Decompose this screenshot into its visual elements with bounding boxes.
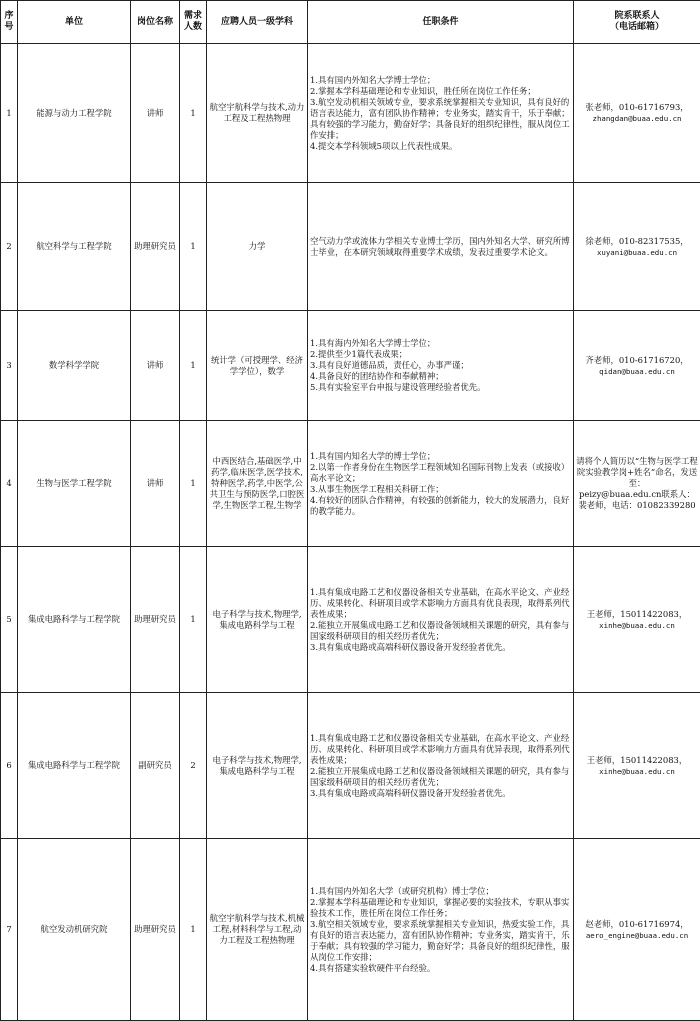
requirement-item: 2.能独立开展集成电路工艺和仪器设备领域相关课题的研究，具有参与国家级科研项目的相关经历者优先； bbox=[310, 620, 571, 642]
row-seq: 3 bbox=[1, 311, 18, 421]
row-count: 1 bbox=[180, 311, 207, 421]
requirement-item: 2.掌握本学科基础理论和专业知识，胜任所在岗位工作任务； bbox=[310, 86, 571, 97]
row-discipline: 电子科学与技术,物理学,集成电路科学与工程 bbox=[207, 693, 308, 839]
requirement-item: 4.具有搭建实验软硬件平台经验。 bbox=[310, 963, 571, 974]
contact-email: qidan@buaa.edu.cn bbox=[576, 366, 698, 377]
row-contact bbox=[574, 693, 700, 839]
row-count: 1 bbox=[180, 183, 207, 311]
row-unit: 能源与动力工程学院 bbox=[18, 44, 131, 183]
requirement-item: 1.具有国内知名大学的博士学位； bbox=[310, 451, 571, 462]
requirement-item: 3.具有集成电路或高端科研仪器设备开发经验者优先。 bbox=[310, 642, 571, 653]
row-position: 助理研究员 bbox=[131, 839, 180, 1021]
requirement-item: 1.具有国内外知名大学博士学位； bbox=[310, 75, 571, 86]
row-unit: 集成电路科学与工程学院 bbox=[18, 693, 131, 839]
contact-person: 徐老师，010-82317535， bbox=[576, 236, 698, 247]
row-seq: 4 bbox=[1, 421, 18, 547]
row-count: 1 bbox=[180, 421, 207, 547]
requirement-item: 3.航空发动机相关领域专业，要求系统掌握相关专业知识，具有良好的语言表达能力，富有团队协作精神；专业务实，踏实肯干，乐于奉献；具有较强的学习能力，勤奋好学；具备良好的组织纪律性，服从岗位工作安排； bbox=[310, 97, 571, 141]
row-requirements bbox=[308, 547, 574, 693]
requirement-item: 3.从事生物医学工程相关科研工作； bbox=[310, 484, 571, 495]
requirement-item: 1.具有海内外知名大学博士学位； bbox=[310, 338, 571, 349]
requirement-item: 1.具有集成电路工艺和仪器设备相关专业基础，在高水平论文、产业经历、成果转化、科研项目或学术影响力方面具有优良表现，取得系列代表性成果； bbox=[310, 587, 571, 620]
requirement-item: 4.提交本学科领域5项以上代表性成果。 bbox=[310, 141, 571, 152]
requirement-item: 2.提供至少1篇代表成果； bbox=[310, 349, 571, 360]
row-contact bbox=[574, 44, 700, 183]
row-requirements bbox=[308, 183, 574, 311]
row-requirements bbox=[308, 311, 574, 421]
requirement-item: 2.掌握本学科基础理论和专业知识，掌握必要的实验技术，专职从事实验技术工作，胜任所在岗位工作任务； bbox=[310, 897, 571, 919]
table-row bbox=[1, 311, 700, 421]
requirement-item: 2.能独立开展集成电路工艺和仪器设备领域相关课题的研究，具有参与国家级科研项目的相关经历者优先； bbox=[310, 766, 571, 788]
row-requirements bbox=[308, 693, 574, 839]
contact-email: zhangdan@buaa.edu.cn bbox=[576, 113, 698, 124]
row-count: 1 bbox=[180, 839, 207, 1021]
row-seq: 2 bbox=[1, 183, 18, 311]
row-count: 1 bbox=[180, 547, 207, 693]
header-count: 需求人数 bbox=[180, 1, 207, 44]
row-position: 助理研究员 bbox=[131, 547, 180, 693]
requirement-item: 5.具有实验室平台申报与建设管理经验者优先。 bbox=[310, 382, 571, 393]
contact-person: 王老师，15011422083， bbox=[576, 755, 698, 766]
header-unit: 单位 bbox=[18, 1, 131, 44]
header-position: 岗位名称 bbox=[131, 1, 180, 44]
table-row bbox=[1, 693, 700, 839]
contact-person: 张老师，010-61716793， bbox=[576, 102, 698, 113]
header-contact bbox=[574, 1, 700, 44]
contact-email: xinhe@buaa.edu.cn bbox=[576, 766, 698, 777]
contact-person: 王老师，15011422083， bbox=[576, 609, 698, 620]
table-row bbox=[1, 421, 700, 547]
requirement-item: 3.具有集成电路或高端科研仪器设备开发经验者优先。 bbox=[310, 788, 571, 799]
row-requirements bbox=[308, 421, 574, 547]
requirement-item: 3.具有良好道德品质，责任心，办事严谨； bbox=[310, 360, 571, 371]
row-discipline: 航空宇航科学与技术,动力工程及工程热物理 bbox=[207, 44, 308, 183]
requirement-item: 4.有较好的团队合作精神，有较强的创新能力，较大的发展潜力，良好的教学能力。 bbox=[310, 495, 571, 517]
contact-person: 赵老师，010-61716974， bbox=[576, 919, 698, 930]
requirement-item: 1.具有国内外知名大学（或研究机构）博士学位； bbox=[310, 886, 571, 897]
row-position: 助理研究员 bbox=[131, 183, 180, 311]
row-unit: 航空科学与工程学院 bbox=[18, 183, 131, 311]
row-contact bbox=[574, 839, 700, 1021]
row-seq: 1 bbox=[1, 44, 18, 183]
header-contact-line2: （电话邮箱） bbox=[576, 22, 698, 33]
requirement-item: 1.具有集成电路工艺和仪器设备相关专业基础，在高水平论文、产业经历、成果转化、科研项目或学术影响力方面具有优异表现，取得系列代表性成果； bbox=[310, 733, 571, 766]
row-unit: 集成电路科学与工程学院 bbox=[18, 547, 131, 693]
row-seq: 6 bbox=[1, 693, 18, 839]
row-unit: 生物与医学工程学院 bbox=[18, 421, 131, 547]
row-contact bbox=[574, 547, 700, 693]
requirement-item: 空气动力学或流体力学相关专业博士学历，国内外知名大学、研究所博士毕业，在本研究领域取得重要学术成绩，发表过重要学术论文。 bbox=[310, 236, 571, 258]
row-discipline: 航空宇航科学与技术,机械工程,材料科学与工程,动力工程及工程热物理 bbox=[207, 839, 308, 1021]
contact-email: xinhe@buaa.edu.cn bbox=[576, 620, 698, 631]
contact-person: 齐老师，010-61716720， bbox=[576, 355, 698, 366]
row-unit: 数学科学学院 bbox=[18, 311, 131, 421]
row-requirements bbox=[308, 839, 574, 1021]
row-unit: 航空发动机研究院 bbox=[18, 839, 131, 1021]
row-position: 讲师 bbox=[131, 311, 180, 421]
contact-email: aero_engine@buaa.edu.cn bbox=[576, 930, 698, 941]
row-requirements bbox=[308, 44, 574, 183]
row-count: 1 bbox=[180, 44, 207, 183]
row-count: 2 bbox=[180, 693, 207, 839]
row-position: 讲师 bbox=[131, 421, 180, 547]
row-contact bbox=[574, 421, 700, 547]
row-discipline: 中西医结合,基础医学,中药学,临床医学,医学技术,特种医学,药学,中医学,公共卫生与预防医学,口腔医学,生物医学工程,生物学 bbox=[207, 421, 308, 547]
row-contact bbox=[574, 183, 700, 311]
row-discipline: 力学 bbox=[207, 183, 308, 311]
header-requirements: 任职条件 bbox=[308, 1, 574, 44]
header-row bbox=[1, 1, 700, 44]
header-seq: 序号 bbox=[1, 1, 18, 44]
row-discipline: 统计学（可授理学、经济学学位），数学 bbox=[207, 311, 308, 421]
contact-person: 请将个人简历以“生物与医学工程院实验教学岗+姓名”命名，发送至： bbox=[576, 456, 698, 489]
header-contact-line1: 院系联系人 bbox=[576, 11, 698, 22]
requirement-item: 3.航空相关领域专业，要求系统掌握相关专业知识，热爱实验工作，具有良好的语言表达能力，富有团队协作精神；专业务实，踏实肯干，乐于奉献；具有较强的学习能力，勤奋好学；具备良好的组织纪律性，服从岗位工作安排； bbox=[310, 919, 571, 963]
row-seq: 5 bbox=[1, 547, 18, 693]
table-row bbox=[1, 44, 700, 183]
row-seq: 7 bbox=[1, 839, 18, 1021]
table-row bbox=[1, 839, 700, 1021]
requirement-item: 2.以第一作者身份在生物医学工程领域知名国际刊物上发表（或接收）高水平论文； bbox=[310, 462, 571, 484]
contact-email: peizy@buaa.edu.cn联系人：裴老师，电话：01082339280 bbox=[576, 489, 698, 511]
contact-email: xuyani@buaa.edu.cn bbox=[576, 247, 698, 258]
row-position: 讲师 bbox=[131, 44, 180, 183]
row-position: 副研究员 bbox=[131, 693, 180, 839]
table-row bbox=[1, 547, 700, 693]
header-discipline: 应聘人员一级学科 bbox=[207, 1, 308, 44]
row-contact bbox=[574, 311, 700, 421]
table-row bbox=[1, 183, 700, 311]
requirement-item: 4.具备良好的团结协作和奉献精神； bbox=[310, 371, 571, 382]
row-discipline: 电子科学与技术,物理学,集成电路科学与工程 bbox=[207, 547, 308, 693]
